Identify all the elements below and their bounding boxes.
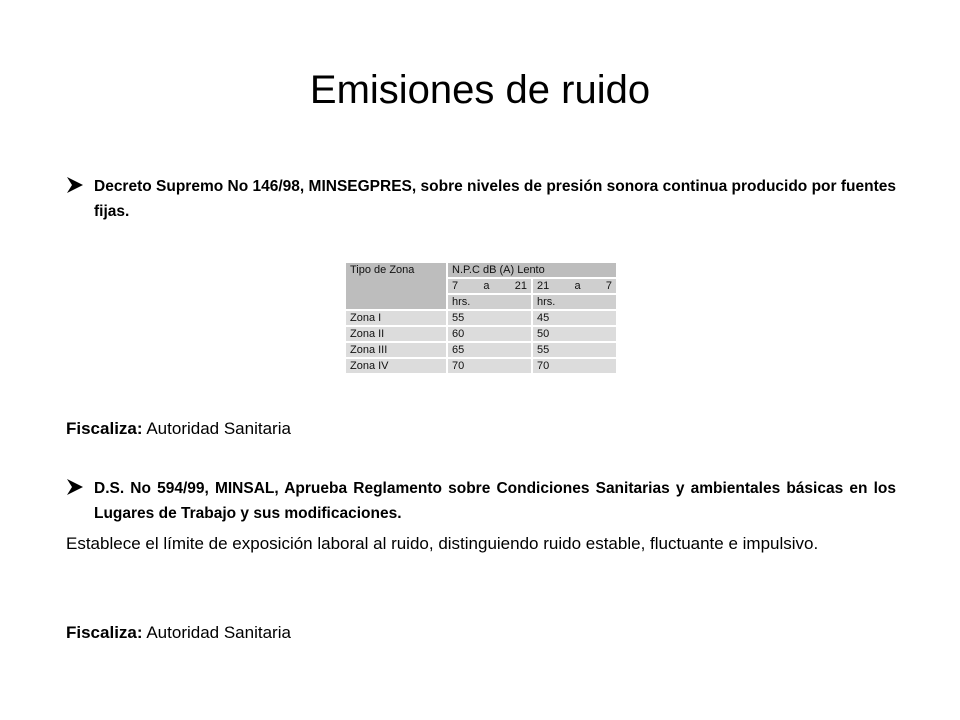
dia-cell: 65 xyxy=(447,342,532,358)
noche-cell: 70 xyxy=(532,358,617,374)
bullet-ds-594 xyxy=(66,476,896,526)
subheader-night xyxy=(532,278,617,294)
fiscaliza-line-2 xyxy=(66,619,896,646)
fiscaliza-label: Fiscaliza: xyxy=(66,623,143,642)
fiscaliza-label: Fiscaliza: xyxy=(66,419,143,438)
day-unit: hrs. xyxy=(447,294,532,310)
day-to: 21 xyxy=(514,280,527,292)
dia-cell: 70 xyxy=(447,358,532,374)
table-row xyxy=(345,342,617,358)
day-from: 7 xyxy=(452,280,459,292)
table-row xyxy=(345,358,617,374)
dia-cell: 60 xyxy=(447,326,532,342)
noche-cell: 45 xyxy=(532,310,617,326)
zona-cell: Zona IV xyxy=(345,358,447,374)
night-to: 7 xyxy=(605,280,612,292)
bullet-text: Decreto Supremo No 146/98, MINSEGPRES, sobre niveles de presión sonora continua producido por fuentes fijas. xyxy=(94,178,896,220)
col-header-tipo-zona: Tipo de Zona xyxy=(345,262,447,310)
noise-limits-table xyxy=(344,261,616,385)
fiscaliza-line-1 xyxy=(66,415,896,442)
night-a: a xyxy=(574,280,581,292)
table-row xyxy=(345,310,617,326)
exposure-paragraph: Establece el límite de exposición laboral al ruido, distinguiendo ruido estable, fluctuante e impulsivo. xyxy=(66,534,819,553)
slide-title: Emisiones de ruido xyxy=(309,68,651,112)
fiscaliza-value: Autoridad Sanitaria xyxy=(146,623,291,642)
dia-cell: 55 xyxy=(447,310,532,326)
zona-cell: Zona I xyxy=(345,310,447,326)
noche-cell: 55 xyxy=(532,342,617,358)
bullet-decreto-146 xyxy=(66,174,896,224)
col-header-npc: N.P.C dB (A) Lento xyxy=(447,262,617,278)
bullet-text: D.S. No 594/99, MINSAL, Aprueba Reglamento sobre Condiciones Sanitarias y ambientales básicas en los Lugares de Trabajo y sus modificaciones. xyxy=(94,480,896,522)
subheader-day xyxy=(447,278,532,294)
arrow-bullet-icon xyxy=(66,176,84,194)
night-from: 21 xyxy=(537,280,550,292)
day-a: a xyxy=(483,280,490,292)
zona-cell: Zona III xyxy=(345,342,447,358)
fiscaliza-value: Autoridad Sanitaria xyxy=(146,419,291,438)
zona-cell: Zona II xyxy=(345,326,447,342)
night-unit: hrs. xyxy=(532,294,617,310)
arrow-bullet-icon xyxy=(66,478,84,496)
table-row xyxy=(345,326,617,342)
noche-cell: 50 xyxy=(532,326,617,342)
